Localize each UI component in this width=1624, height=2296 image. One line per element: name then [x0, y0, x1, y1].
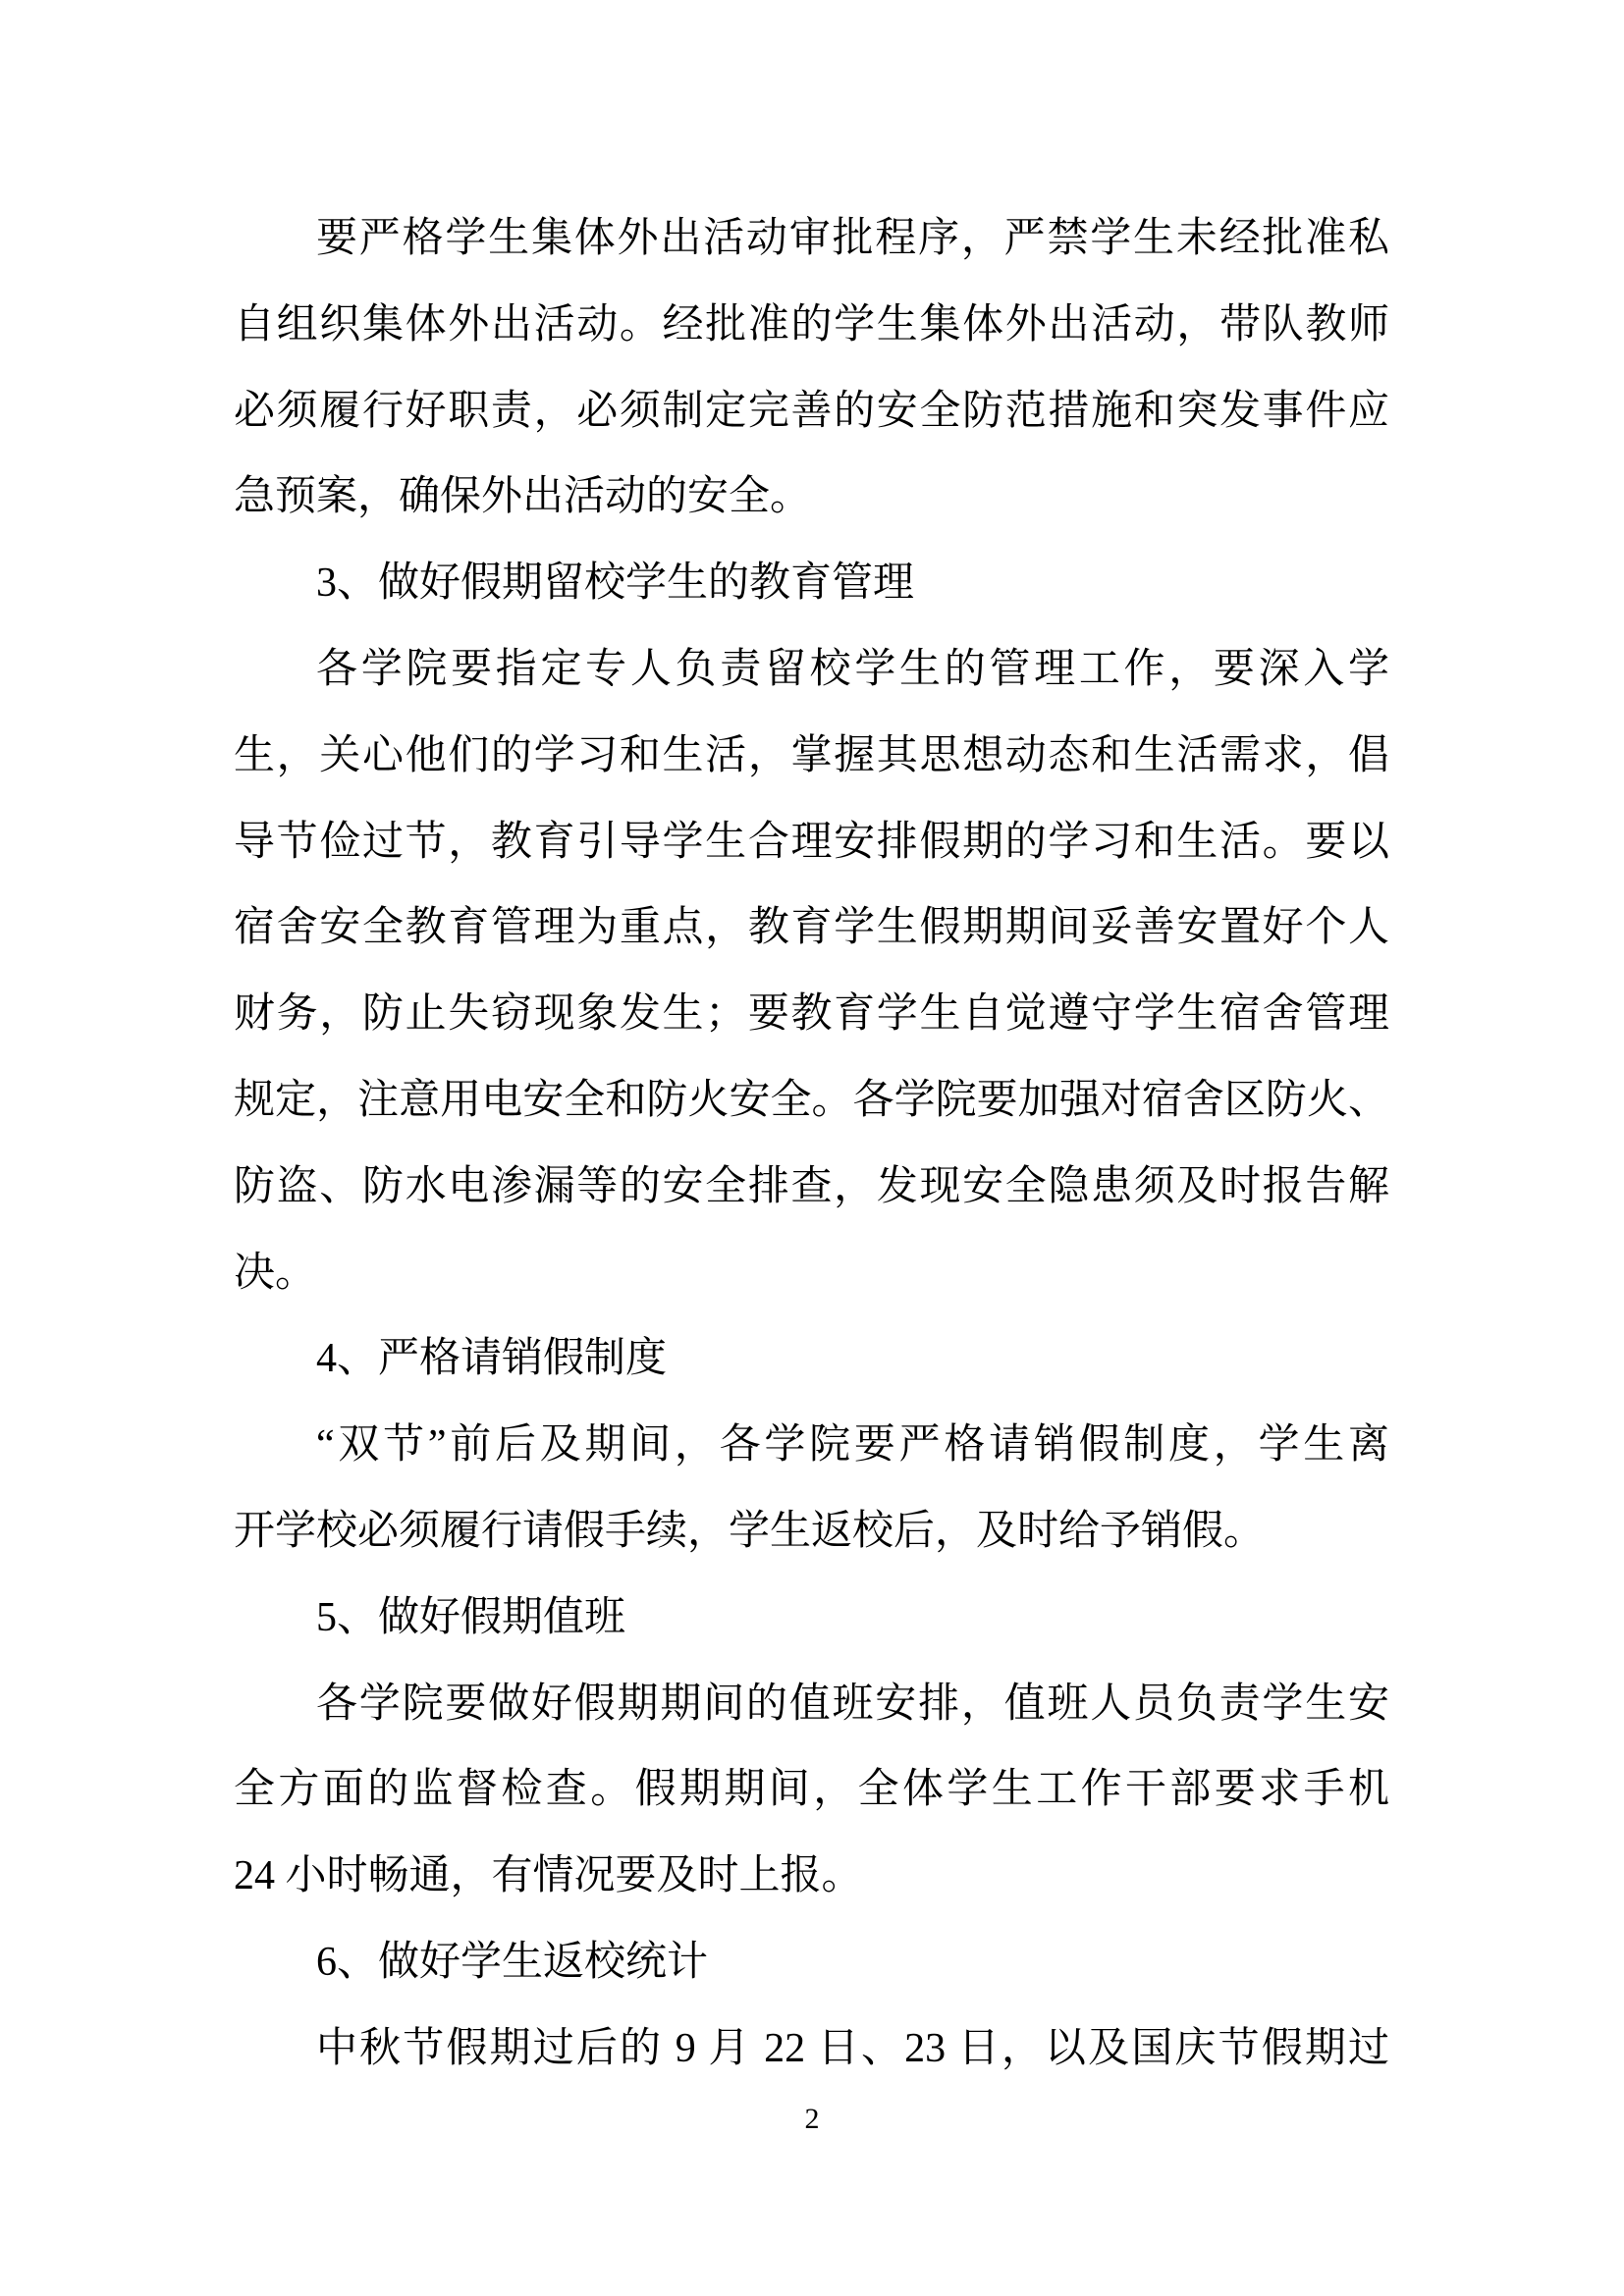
document-body: [234, 196, 1389, 2093]
body-text-line: 要严格学生集体外出活动审批程序，严禁学生未经批准私: [316, 216, 1389, 261]
body-text-line: 决。: [234, 1250, 317, 1296]
body-text-line: 24 小时畅通，有情况要及时上报。: [234, 1853, 863, 1899]
page-number: 2: [804, 2103, 820, 2135]
body-text-line: 急预案，确保外出活动的安全。: [234, 474, 812, 520]
body-text-line: 财务，防止失窃现象发生；要教育学生自觉遵守学生宿舍管理: [234, 991, 1389, 1038]
body-text-line: “双节”前后及期间，各学院要严格请销假制度，学生离: [316, 1422, 1389, 1468]
body-text-line: 规定，注意用电安全和防火安全。各学院要加强对宿舍区防火、: [234, 1077, 1389, 1123]
body-text-line: 自组织集体外出活动。经批准的学生集体外出活动，带队教师: [234, 301, 1389, 347]
body-text-line: 开学校必须履行请假手续，学生返校后，及时给予销假。: [234, 1508, 1266, 1554]
body-text-line: 中秋节假期过后的 9 月 22 日、23 日，以及国庆节假期过: [316, 2025, 1389, 2071]
body-text-line: 全方面的监督检查。假期期间，全体学生工作干部要求手机: [234, 1767, 1389, 1813]
body-text-line: 生，关心他们的学习和生活，掌握其思想动态和生活需求，倡: [234, 732, 1389, 778]
body-text-line: 各学院要做好假期期间的值班安排，值班人员负责学生安: [316, 1681, 1389, 1727]
section-heading-line: 3、做好假期留校学生的教育管理: [316, 561, 915, 607]
body-text-line: 必须履行好职责，必须制定完善的安全防范措施和突发事件应: [234, 388, 1389, 434]
section-heading-line: 5、做好假期值班: [316, 1594, 626, 1640]
body-text-line: 防盗、防水电渗漏等的安全排查，发现安全隐患须及时报告解: [234, 1163, 1389, 1209]
body-text-line: 各学院要指定专人负责留校学生的管理工作，要深入学: [316, 646, 1389, 692]
section-heading-line: 6、做好学生返校统计: [316, 1939, 709, 1985]
body-text-line: 宿舍安全教育管理为重点，教育学生假期期间妥善安置好个人: [234, 905, 1389, 951]
section-heading-line: 4、严格请销假制度: [316, 1336, 668, 1382]
body-text-line: 导节俭过节，教育引导学生合理安排假期的学习和生活。要以: [234, 819, 1389, 865]
